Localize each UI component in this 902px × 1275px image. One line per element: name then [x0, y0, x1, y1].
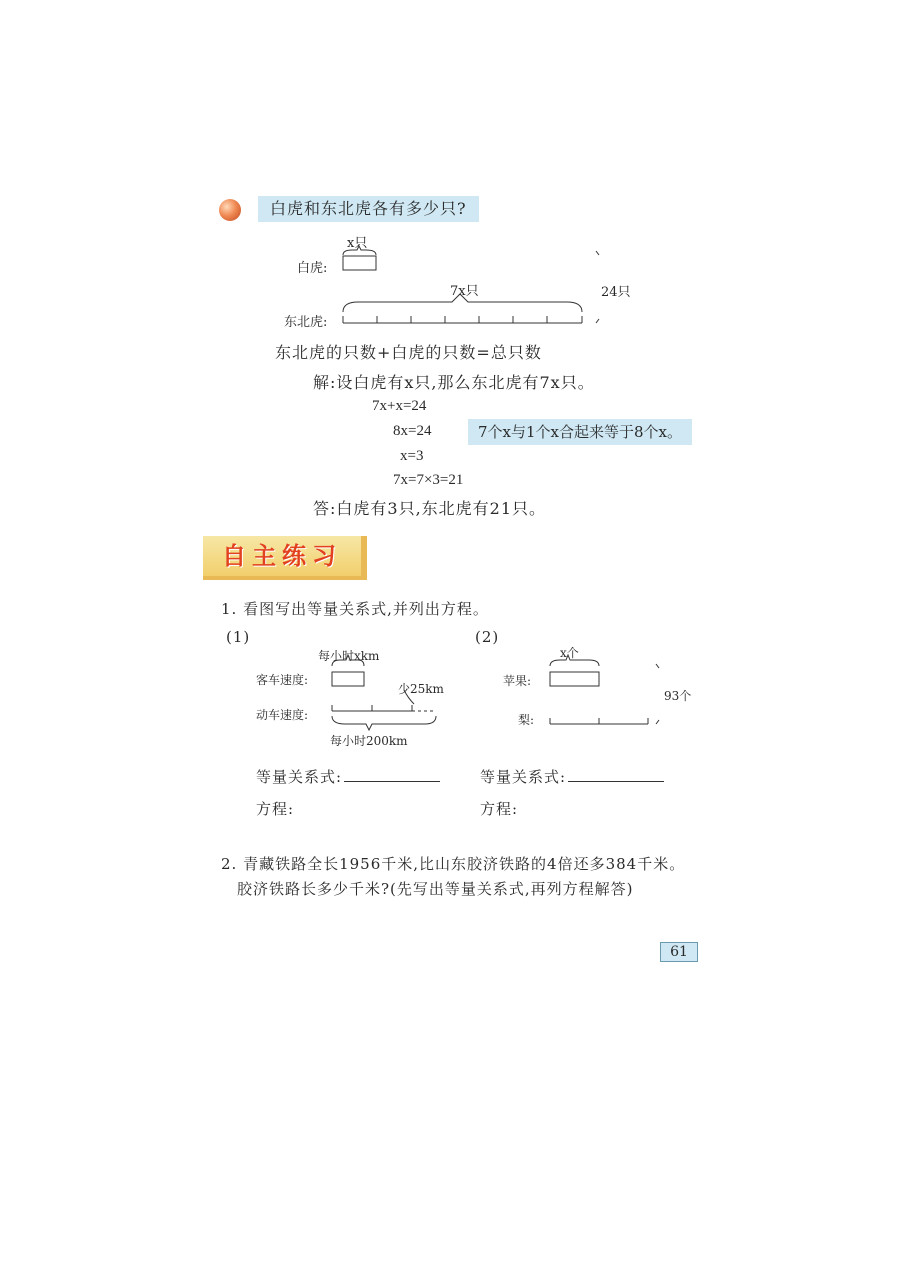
diff-label: 少25km	[398, 682, 444, 696]
relation-blank-2[interactable]	[568, 767, 664, 782]
equation-4: 7x=7×3=21	[393, 472, 464, 488]
equation-2: 8x=24	[393, 423, 432, 439]
total-brace-bottom	[596, 319, 599, 323]
total-93-label: 93个	[664, 689, 692, 703]
apple-bar	[550, 672, 599, 686]
car-label: 客车速度:	[256, 673, 309, 687]
total-brace-top	[596, 251, 599, 255]
white-tiger-brace-label: x只	[347, 236, 368, 251]
part-2-label: (2)	[475, 628, 500, 646]
section-banner: 自主练习	[203, 536, 367, 580]
page-number: 61	[660, 942, 698, 962]
train-label: 动车速度:	[256, 708, 309, 722]
total-label: 24只	[601, 285, 631, 300]
apple-label: 苹果:	[503, 674, 532, 688]
exercise-2-line-2: 胶济铁路长多少千米?(先写出等量关系式,再列方程解答)	[237, 880, 634, 898]
car-bar	[332, 672, 364, 686]
train-brace-label: 每小时200km	[330, 734, 408, 748]
train-brace	[332, 716, 436, 730]
ne-tiger-brace-label: 7x只	[450, 284, 479, 299]
relation-label-1: 等量关系式:	[256, 768, 343, 786]
relation-label-2: 等量关系式:	[480, 768, 567, 786]
relation-answer-1	[256, 766, 440, 787]
relation-blank-1[interactable]	[344, 767, 440, 782]
relation-text: 东北虎的只数+白虎的只数=总只数	[275, 343, 542, 362]
problem-question: 白虎和东北虎各有多少只?	[258, 196, 479, 222]
equation-label-1: 方程:	[256, 800, 295, 818]
white-tiger-bar	[343, 256, 376, 270]
car-brace-label: 每小时xkm	[318, 649, 380, 663]
answer-text: 答:白虎有3只,东北虎有21只。	[313, 499, 547, 518]
pear-label: 梨:	[518, 713, 535, 727]
relation-answer-2	[480, 766, 664, 787]
ne-tiger-label: 东北虎:	[284, 315, 328, 330]
white-tiger-label: 白虎:	[297, 261, 328, 276]
part-1-label: (1)	[226, 628, 251, 646]
equation-label-2: 方程:	[480, 800, 519, 818]
exercise-1-text: 1. 看图写出等量关系式,并列出方程。	[221, 600, 489, 618]
note-box: 7个x与1个x合起来等于8个x。	[468, 419, 692, 445]
solution-intro: 解:设白虎有x只,那么东北虎有7x只。	[313, 373, 595, 392]
equation-3: x=3	[400, 448, 424, 464]
bullet-icon	[219, 199, 241, 221]
total-93-top	[656, 664, 659, 668]
equation-1: 7x+x=24	[372, 398, 427, 414]
apple-brace-label: x个	[560, 646, 579, 660]
ne-tiger-ticks	[343, 316, 582, 323]
total-93-bottom	[656, 720, 659, 724]
exercise-2-line-1: 2. 青藏铁路全长1956千米,比山东胶济铁路的4倍还多384千米。	[221, 855, 686, 873]
